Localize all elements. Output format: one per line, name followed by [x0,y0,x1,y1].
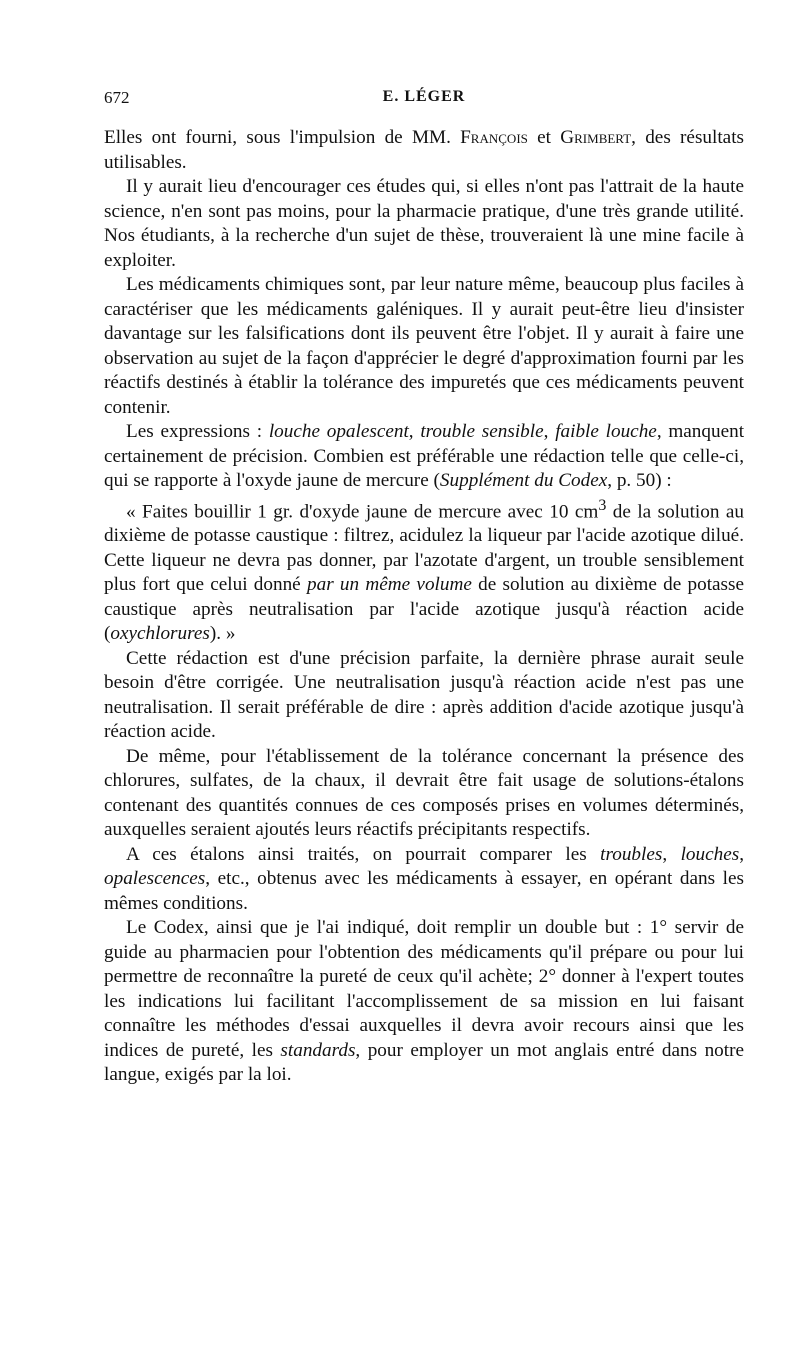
running-head: E. LÉGER [382,88,466,105]
author-name: François [460,127,528,148]
paragraph-9: Le Codex, ainsi que je l'ai indiqué, doit remplir un double but : 1° servir de guide au pharmacien pour l'obtention des médicaments qu'il prépare ou pour lui permettre de reconnaître la pureté de ceux qu'il achète; 2° donner à l'expert toutes les indications lui facilitant l'accomplissement de sa mission en lui faisant connaître les méthodes d'essai auxquelles il devra avoir recours ainsi que les indices de pureté, les standards, pour employer un mot anglais entré dans notre langue, exigés par la loi. [104,917,744,1086]
page-header [104,88,744,116]
paragraph-8: A ces étalons ainsi traités, on pourrait comparer les troubles, louches, opalescences, etc., obtenus avec les médicaments à essayer, en opérant dans les mêmes conditions. [104,843,744,914]
body-text [104,126,744,1088]
paragraph-7: De même, pour l'établissement de la tolérance concernant la présence des chlorures, sulfates, de la chaux, il devrait être fait usage de solutions-étalons contenant des quantités connues de ces composés prises en volumes déterminés, auxquelles seraient ajoutés leurs réactifs précipitants respectifs. [104,745,744,841]
page-number: 672 [104,88,130,107]
paragraph-4: Les expressions : louche opalescent, trouble sensible, faible louche, manquent certainement de précision. Combien est préférable une rédaction telle que celle-ci, qui se rapporte à l'oxyde jaune de mercure (Supplément du Codex, p. 50) : [104,421,745,491]
paragraph-6: Cette rédaction est d'une précision parfaite, la dernière phrase aurait seule besoin d'être corrigée. Une neutralisation jusqu'à réaction acide n'est pas une neutralisation. Il serait préférable de dire : après addition d'acide azotique jusqu'à réaction acide. [104,647,744,743]
paragraph-2: Il y aurait lieu d'encourager ces études qui, si elles n'ont pas l'attrait de la haute science, n'en sont pas moins, pour la pharmacie pratique, d'une très grande utilité. Nos étudiants, à la recherche d'un sujet de thèse, trouveraient là une mine facile à exploiter. [104,176,744,271]
paragraph-3: Les médicaments chimiques sont, par leur nature même, beaucoup plus faciles à caractériser que les médicaments galéniques. Il y aurait peut-être lieu d'insister davantage sur les falsifications dont ils peuvent être l'objet. Il y aurait à faire une observation au sujet de la façon d'apprécier le degré d'approximation fourni par les réactifs destinés à établir la tolérance des impuretés que ces médicaments peuvent contenir. [104,274,744,418]
paragraph-1: Elles ont fourni, sous l'impulsion de MM. François et Grimbert, des résultats utilisables. [104,127,744,173]
author-name: Grimbert [560,127,632,148]
quotation-paragraph: « Faites bouillir 1 gr. d'oxyde jaune de mercure avec 10 $cm^3$ de la solution au dixième de potasse caustique : filtrez, acidulez la liqueur par l'acide azotique dilué. Cette liqueur ne devra pas donner, par l'azotate d'argent, un trouble sensiblement plus fort que celui donné par un même volume de solution au dixième de potasse caustique après neutralisation par l'acide azotique jusqu'à réaction acide (oxychlorures). » [104,496,744,645]
